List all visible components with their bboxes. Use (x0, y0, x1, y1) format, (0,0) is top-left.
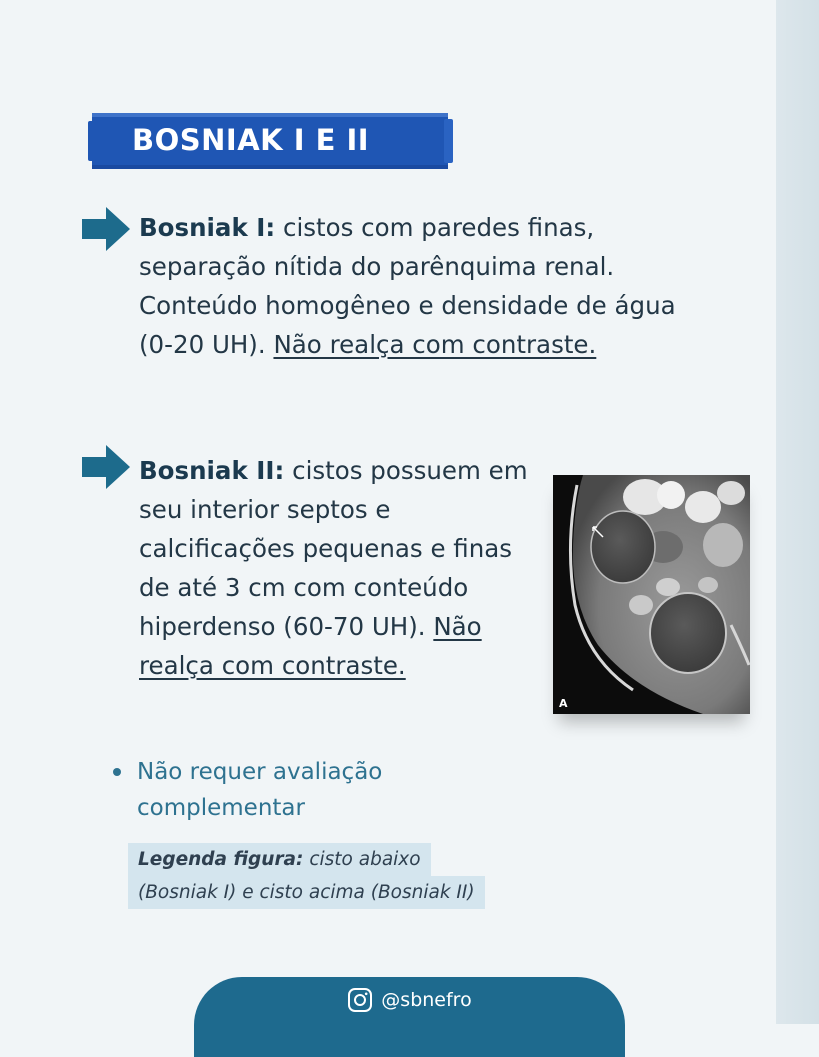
bosniak-1-emphasis: Não realça com contraste. (273, 330, 597, 359)
figure-panel-label: A (559, 697, 568, 710)
bosniak-2-text: cistos possuem em seu interior septos e calcificações pequenas e finas de até 3 cm com conteúdo hiperdenso (60-70 UH). (139, 456, 528, 641)
caption-line-2: (Bosniak I) e cisto acima (Bosniak II) (128, 876, 485, 909)
bosniak-1-label: Bosniak I: (139, 213, 276, 242)
caption-text-1: cisto abaixo (303, 849, 421, 870)
caption-line-1 (128, 843, 431, 876)
instagram-handle: @sbnefro (381, 989, 472, 1011)
page-title: BOSNIAK I E II (132, 123, 370, 157)
instagram-icon (347, 987, 373, 1013)
bosniak-1-text: cistos com paredes finas, separação nítida do parênquima renal. Conteúdo homogêneo e densidade de água (0-20 UH). (139, 213, 676, 359)
instagram-handle-link[interactable] (194, 987, 625, 1013)
bullet-item (113, 754, 493, 826)
bullet-dot-icon (113, 768, 121, 776)
caption-label: Legenda figura: (138, 849, 304, 870)
arrow-right-icon (82, 207, 130, 251)
bosniak-2-paragraph (139, 451, 539, 685)
figure-caption (128, 843, 485, 909)
bosniak-1-paragraph (139, 208, 699, 364)
ct-scan-image (553, 475, 750, 714)
bosniak-2-label: Bosniak II: (139, 456, 285, 485)
title-badge (92, 113, 448, 169)
bosniak-2-emphasis: Não realça com contraste. (139, 612, 482, 680)
arrow-right-icon (82, 445, 130, 489)
right-edge-strip (776, 0, 819, 1024)
footer-bar (194, 977, 625, 1057)
bullet-text: Não requer avaliação complementar (137, 759, 383, 821)
